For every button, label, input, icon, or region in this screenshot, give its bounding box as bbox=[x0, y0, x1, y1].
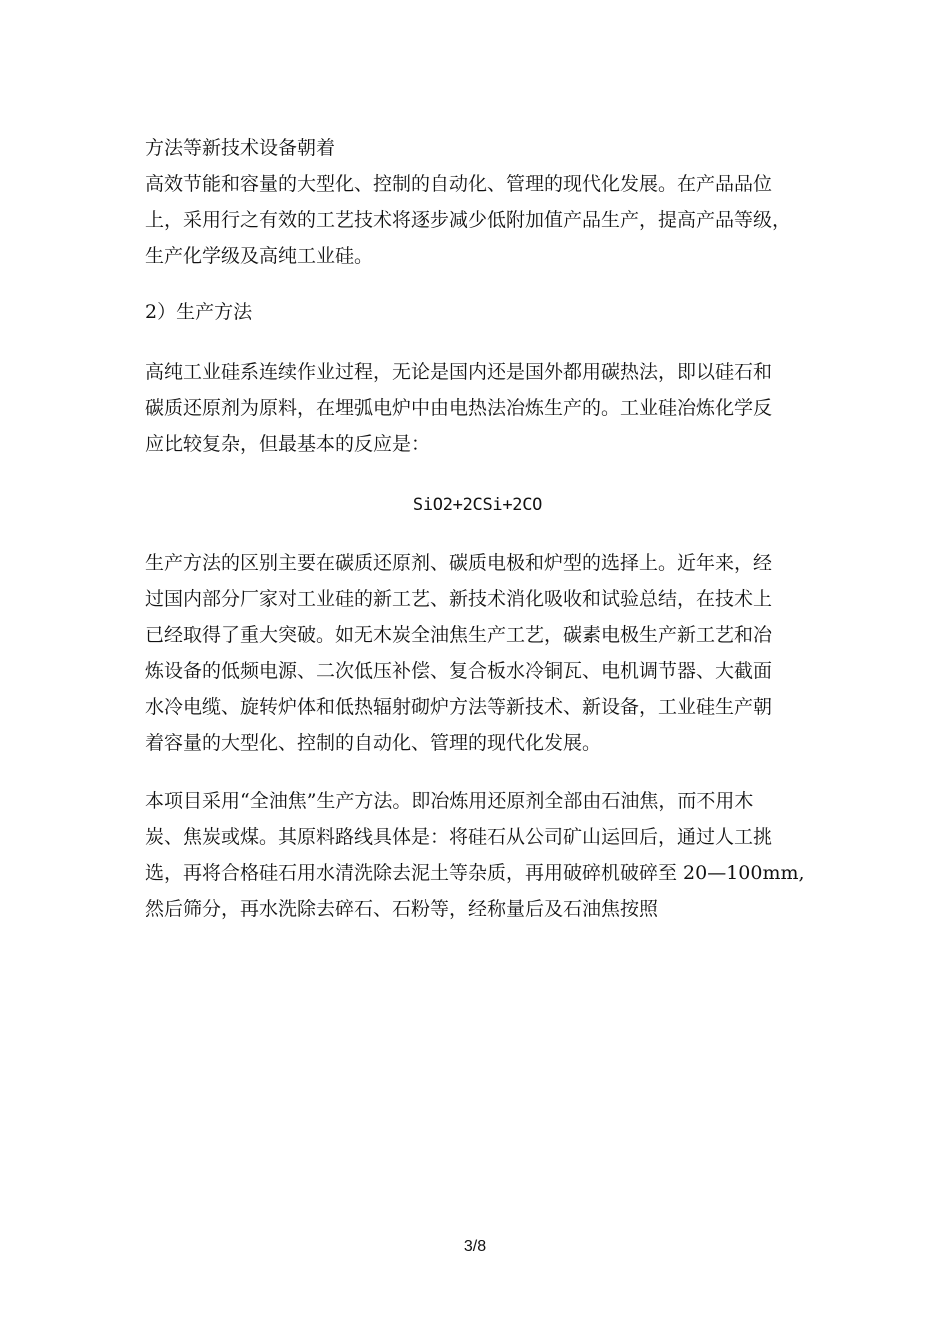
chemical-formula: SiO2+2CSi+2CO bbox=[412, 495, 543, 515]
text-line: 本项目采用“全油焦”生产方法。即冶炼用还原剂全部由石油焦，而不用木 bbox=[145, 790, 754, 812]
text-line: 过国内部分厂家对工业硅的新工艺、新技术消化吸收和试验总结，在技术上 bbox=[145, 588, 773, 610]
paragraph-production-process bbox=[145, 354, 810, 462]
text-line: 应比较复杂，但最基本的反应是： bbox=[145, 433, 431, 455]
text-line: 生产化学级及高纯工业硅。 bbox=[145, 245, 374, 267]
text-line: 已经取得了重大突破。如无木炭全油焦生产工艺，碳素电极生产新工艺和冶 bbox=[145, 624, 773, 646]
text-line: 水冷电缆、旋转炉体和低热辐射砌炉方法等新技术、新设备，工业硅生产朝 bbox=[145, 696, 773, 718]
text-line: 生产方法的区别主要在碳质还原剂、碳质电极和炉型的选择上。近年来，经 bbox=[145, 552, 773, 574]
text-line: 炭、焦炭或煤。其原料路线具体是：将硅石从公司矿山运回后，通过人工挑 bbox=[145, 826, 773, 848]
text-line: 炼设备的低频电源、二次低压补偿、复合板水冷铜瓦、电机调节器、大截面 bbox=[145, 660, 773, 682]
page-content bbox=[145, 130, 810, 927]
intro-paragraph bbox=[145, 130, 810, 274]
page-number: 3/8 bbox=[463, 1238, 487, 1255]
paragraph-method-differences bbox=[145, 545, 810, 761]
text-line: 高纯工业硅系连续作业过程，无论是国内还是国外都用碳热法，即以硅石和 bbox=[145, 361, 773, 383]
text-line: 上，采用行之有效的工艺技术将逐步减少低附加值产品生产，提高产品等级， bbox=[145, 209, 792, 231]
text-line: 碳质还原剂为原料，在埋弧电炉中由电热法冶炼生产的。工业硅冶炼化学反 bbox=[145, 397, 773, 419]
text-line: 选，再将合格硅石用水清洗除去泥土等杂质，再用破碎机破碎至 20—100mm, bbox=[145, 862, 805, 884]
text-line: 然后筛分，再水洗除去碎石、石粉等，经称量后及石油焦按照 bbox=[145, 898, 659, 920]
text-line: 高效节能和容量的大型化、控制的自动化、管理的现代化发展。在产品品位 bbox=[145, 173, 773, 195]
section-heading: 2）生产方法 bbox=[145, 301, 253, 323]
text-line: 着容量的大型化、控制的自动化、管理的现代化发展。 bbox=[145, 732, 602, 754]
text-line: 方法等新技术设备朝着 bbox=[145, 137, 336, 159]
paragraph-project-method bbox=[145, 783, 810, 927]
